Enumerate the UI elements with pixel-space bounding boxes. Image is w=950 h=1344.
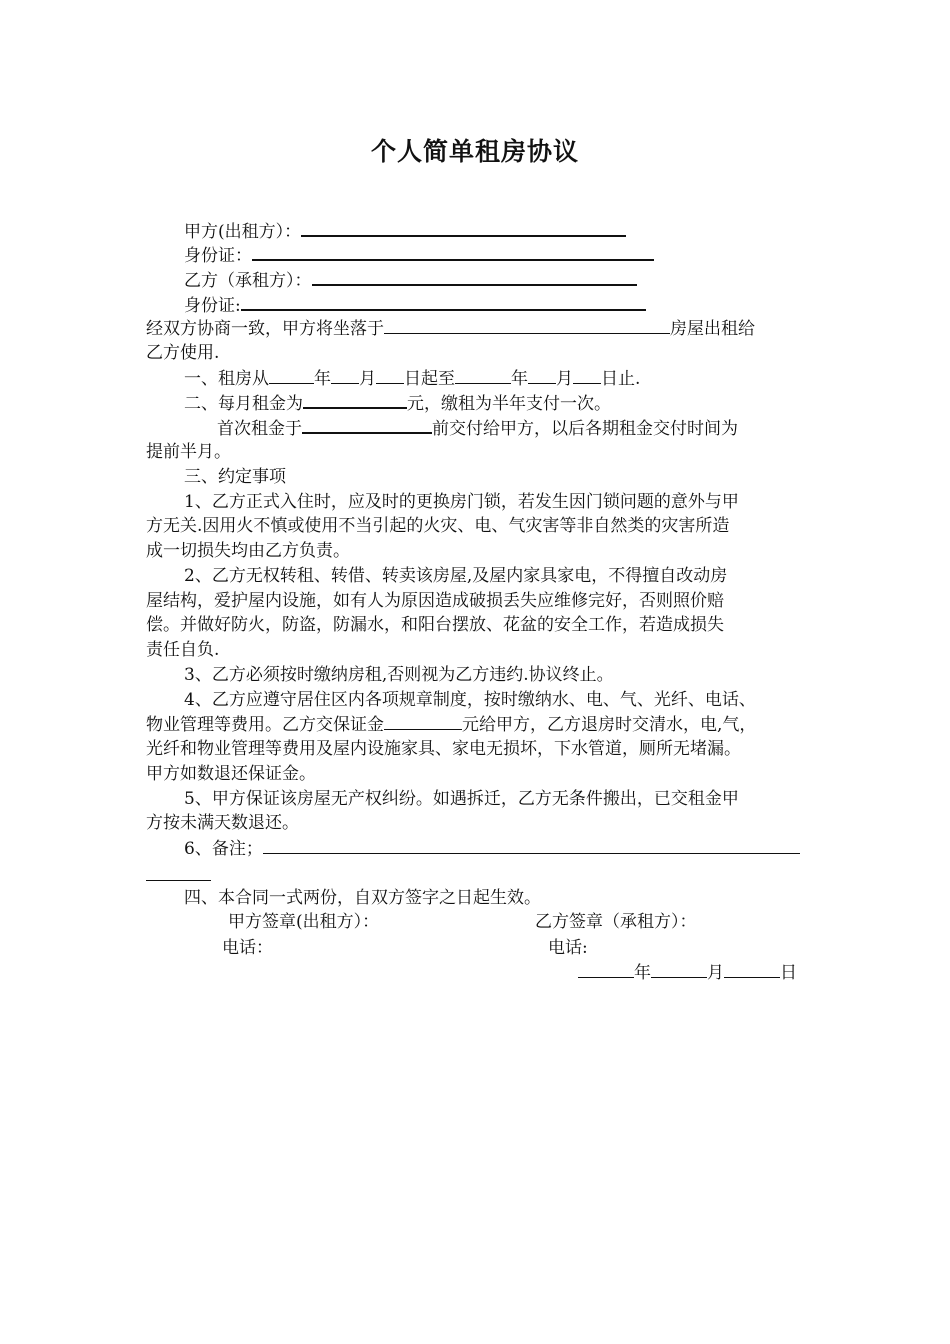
start-month-blank [331, 366, 359, 384]
rent-amount-blank [303, 390, 407, 409]
date-year-blank [578, 960, 634, 978]
clause-4-line-1: 4、乙方应遵守居住区内各项规章制度，按时缴纳水、电、气、光纤、电话、 [184, 690, 756, 710]
document-title: 个人简单租房协议 [370, 137, 579, 166]
clause-1-line-3: 成一切损失均由乙方负责。 [146, 541, 350, 561]
clause-4-line-2 [146, 712, 756, 738]
address-blank [384, 316, 670, 334]
start-year-blank [269, 366, 314, 384]
lessee-phone: 电话: [548, 938, 588, 958]
clause-5-line-1: 5、甲方保证该房屋无产权纠纷。如遇拆迁，乙方无条件搬出，已交租金甲 [184, 789, 739, 809]
lessee-blank [312, 267, 637, 286]
end-month-blank [528, 366, 556, 384]
remarks-label: 6、备注； [184, 839, 263, 859]
clause-4-line-3: 光纤和物业管理等费用及屋内设施家具、家电无损坏，下水管道，厕所无堵漏。 [146, 739, 741, 759]
end-day-blank [573, 366, 601, 384]
lessor-blank [301, 218, 626, 237]
lessee-row [184, 267, 637, 294]
rent-text-end: 元，缴租为半年支付一次。 [407, 394, 611, 414]
signing-date [578, 960, 797, 986]
term-month-1: 月 [359, 369, 376, 389]
term-day-2: 日止. [601, 369, 641, 389]
first-rent-text-start: 首次租金于 [217, 419, 302, 439]
rent-line-1 [184, 390, 611, 417]
clause-4-line-4: 甲方如数退还保证金。 [146, 764, 316, 784]
lessor-id-label: 身份证： [184, 246, 252, 266]
intro-line-2: 乙方使用. [146, 343, 220, 363]
clause-2-line-2: 屋结构，爱护屋内设施，如有人为原因造成破损丢失应维修完好，否则照价赔 [146, 591, 724, 611]
lessee-id-label: 身份证: [184, 296, 241, 316]
remarks-blank-2 [146, 863, 211, 881]
term-line [184, 366, 640, 392]
lessor-phone: 电话： [222, 938, 273, 958]
date-day-label: 日 [780, 963, 797, 983]
first-rent-date-blank [302, 415, 432, 434]
lessee-label: 乙方（承租方）： [184, 271, 312, 291]
first-rent-text-end: 前交付给甲方，以后各期租金交付时间为 [432, 419, 738, 439]
deposit-text-end: 元给甲方，乙方退房时交清水，电,气， [462, 715, 757, 735]
date-month-label: 月 [707, 963, 724, 983]
clause-6 [184, 836, 800, 862]
date-year-label: 年 [634, 963, 651, 983]
clause-1-line-1: 1、乙方正式入住时，应及时的更换房门锁，若发生因门锁问题的意外与甲 [184, 492, 739, 512]
clause-2-line-4: 责任自负. [146, 640, 220, 660]
clause-2-line-1: 2、乙方无权转租、转借、转卖该房屋,及屋内家具家电，不得擅自改动房 [184, 566, 728, 586]
term-year-1: 年 [314, 369, 331, 389]
date-month-blank [651, 960, 707, 978]
clause-3: 3、乙方必须按时缴纳房租,否则视为乙方违约.协议终止。 [184, 665, 614, 685]
term-year-2: 年 [511, 369, 528, 389]
lessee-id-row [184, 292, 646, 319]
term-month-2: 月 [556, 369, 573, 389]
clause-1-line-2: 方无关.因用火不慎或使用不当引起的火灾、电、气灾害等非自然类的灾害所造 [146, 516, 730, 536]
term-day-1: 日起至 [404, 369, 455, 389]
intro-text-end: 房屋出租给 [670, 319, 755, 339]
lessor-label: 甲方(出租方）： [184, 222, 302, 242]
intro-text-start: 经双方协商一致，甲方将坐落于 [146, 319, 384, 339]
lessee-id-blank [241, 292, 646, 311]
lessor-id-row [184, 242, 654, 269]
lessor-row [184, 218, 626, 245]
lessor-id-blank [252, 242, 654, 261]
clause-5-line-2: 方按未满天数退还。 [146, 813, 299, 833]
end-year-blank [455, 366, 511, 384]
start-day-blank [376, 366, 404, 384]
rent-text-start: 二、每月租金为 [184, 394, 303, 414]
lessor-signature: 甲方签章(出租方）： [228, 912, 380, 932]
term-prefix: 一、租房从 [184, 369, 269, 389]
date-day-blank [724, 960, 780, 978]
deposit-text-start: 物业管理等费用。乙方交保证金 [146, 715, 384, 735]
deposit-blank [384, 712, 462, 730]
terms-heading: 三、约定事项 [184, 467, 286, 487]
remarks-blank-1 [263, 836, 800, 854]
lessee-signature: 乙方签章（承租方）： [535, 912, 697, 932]
clause-2-line-3: 偿。并做好防火，防盗，防漏水，和阳台摆放、花盆的安全工作，若造成损失 [146, 615, 724, 635]
effect-clause: 四、本合同一式两份，自双方签字之日起生效。 [184, 888, 541, 908]
intro-line-1 [146, 316, 755, 342]
rent-line-3: 提前半月。 [146, 442, 231, 462]
rent-line-2 [217, 415, 738, 442]
